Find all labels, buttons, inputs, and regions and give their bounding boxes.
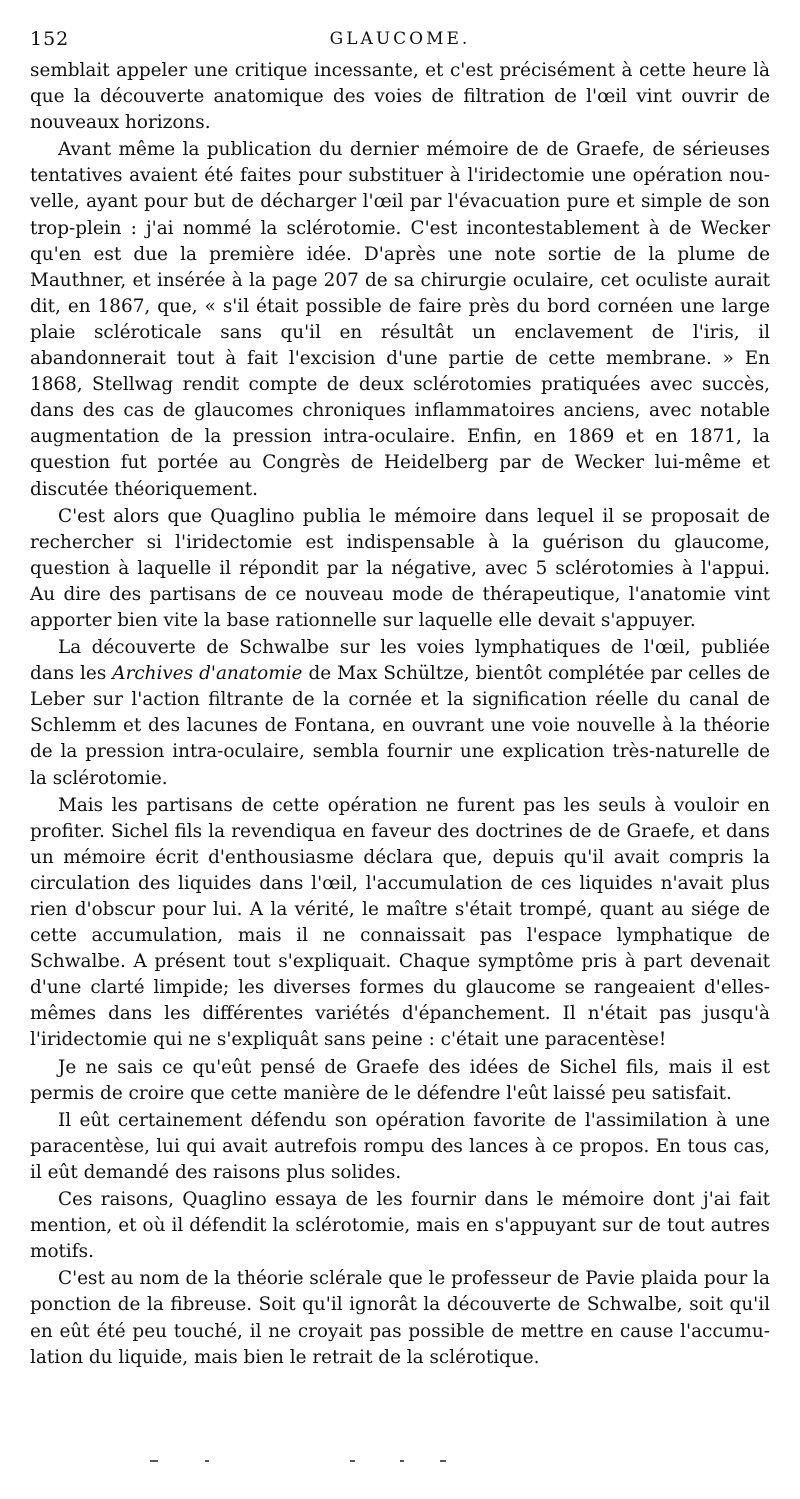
text-run: semblait appeler une critique incessante, et c'est précisément à cette heure là que la découverte anatomique des voies de filtration de l'œil vint ouvrir de nouveaux horizons. — [30, 60, 770, 134]
text-run: C'est au nom de la théorie sclérale que le professeur de Pavie plaida pour la ponction de la fibreuse. Soit qu'il ignorât la découverte de Schwalbe, soit qu'il en eût été peu touché, il ne croyait pas possible de mettre en cause l'accumulation du liquide, mais bien le retrait de la sclérotique. — [30, 1268, 770, 1368]
paragraph — [30, 504, 770, 634]
page-number: 152 — [30, 28, 70, 50]
paragraph — [30, 635, 770, 792]
footer-mark — [440, 1460, 446, 1462]
footer-mark — [150, 1460, 158, 1462]
paragraph — [30, 793, 770, 1054]
footer-mark — [400, 1460, 404, 1462]
text-run: C'est alors que Quaglino publia le mémoire dans lequel il se proposait de rechercher si l'iridectomie est indispensable à la guérison du glaucome, question à laquelle il répondit par la négative, avec 5 sclérotomies à l'appui. Au dire des partisans de ce nouveau mode de thérapeutique, l'anatomie vint apporter bien vite la base rationnelle sur laquelle elle devait s'appuyer. — [30, 505, 770, 631]
text-run: Je ne sais ce qu'eût pensé de Graefe des idées de Sichel fils, mais il est permis de croire que cette manière de le défendre l'eût laissé peu satisfait. — [30, 1056, 770, 1104]
paragraph — [30, 1266, 770, 1370]
text-run: Il eût certainement défendu son opération favorite de l'assimilation à une paracentèse, lui qui avait autrefois rompu des lances à ce propos. En tous cas, il eût demandé des raisons plus solides. — [30, 1109, 770, 1183]
paragraph — [30, 58, 770, 136]
paragraph — [30, 1187, 770, 1265]
text-run: Ces raisons, Quaglino essaya de les fournir dans le mémoire dont j'ai fait mention, et où il défendit la sclérotomie, mais en s'appuyant sur de tout autres motifs. — [30, 1189, 770, 1263]
paragraph — [30, 1055, 770, 1107]
running-title: GLAUCOME. — [329, 29, 471, 49]
text-run: Avant même la publication du dernier mémoire de de Graefe, de sérieuses tentatives avaient été faites pour substituer à l'iridectomie une opération nouvelle, ayant pour but de décharger l'œil par l'évacuation pure et simple de son trop-plein : j'ai nommé la sclérotomie. C'est incontestablement à de Wecker qu'en est due la première idée. D'après une note sortie de la plume de Mauthner, et insérée à la page 207 de sa chirurgie oculaire, cet oculiste aurait dit, en 1867, que, « s'il était possible de faire près du bord cornéen une large plaie scléroticale sans qu'il en résultât un enclavement de l'iris, il abandonnerait tout à fait l'excision d'une partie de cette membrane. » En 1868, Stellwag rendit compte de deux sclérotomies pratiquées avec succès, dans des cas de glaucomes chroniques inflammatoires anciens, avec notable augmentation de la pression intra-oculaire. Enfin, en 1869 et en 1871, la question fut portée au Congrès de Heidelberg par de Wecker lui-même et discutée théoriquement. — [30, 139, 770, 500]
running-head — [30, 28, 770, 58]
body-text — [30, 58, 770, 1371]
text-run: Mais les partisans de cette opération ne furent pas les seuls à vouloir en profiter. Sichel fils la revendiqua en faveur des doctrines de de Graefe, et dans un mémoire écrit d'enthousiasme déclara que, depuis qu'il avait compris la circulation des liquides dans l'œil, l'accumulation de ces liquides n'avait plus rien d'obscur pour lui. A la vérité, le maître s'était trompé, quant au siége de cette accumulation, mais il ne connaissait pas l'espace lymphatique de Schwalbe. A présent tout s'expliquait. Chaque symptôme pris à part devenait d'une clarté limpide; les diverses formes du glaucome se rangeaient d'elles-mêmes dans les différentes variétés d'épanchement. Il n'était pas jusqu'à l'iridectomie qui ne s'expliquât sans peine : c'était une paracentèse! — [30, 794, 770, 1051]
paragraph — [30, 1108, 770, 1186]
italic-title: Archives d'anatomie — [112, 663, 303, 685]
footer-mark — [350, 1460, 355, 1462]
footer-mark — [205, 1460, 209, 1462]
text-run: La découverte de Schwalbe sur les voies lymphatiques de l'œil, publiée dans les — [30, 637, 770, 685]
paragraph — [30, 137, 770, 502]
footer-marks — [150, 1460, 450, 1464]
book-page — [30, 28, 770, 1371]
text-run: de Max Schültze, bientôt complétée par celles de Leber sur l'action filtrante de la cornée et la signification réelle du canal de Schlemm et des lacunes de Fontana, en ouvrant une voie nouvelle à la théorie de la pression intra-oculaire, sembla fournir une explication très-naturelle de la sclérotomie. — [30, 663, 770, 789]
